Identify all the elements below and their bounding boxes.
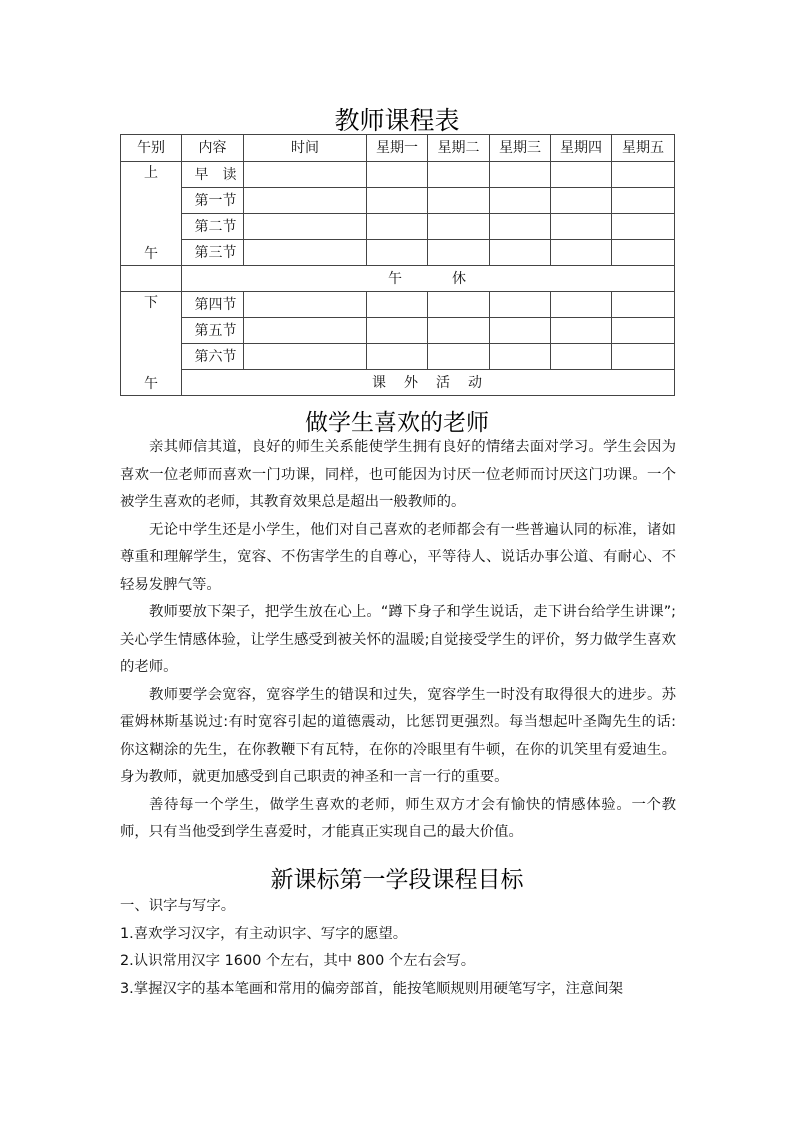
- afternoon-label-bottom: 午: [144, 376, 158, 392]
- section-label: 第三节: [182, 240, 244, 266]
- schedule-cell[interactable]: [244, 162, 367, 188]
- schedule-title: 教师课程表: [334, 106, 460, 135]
- article-paragraph: 亲其师信其道，良好的师生关系能使学生拥有良好的情绪去面对学习。学生会因为喜欢一位老师而喜欢一门功课，同样，也可能因为讨厌一位老师而讨厌这门功课。一个被学生喜欢的老师，其教育效果总是超出一般教师的。: [120, 439, 676, 510]
- schedule-cell[interactable]: [612, 214, 675, 240]
- morning-label: [121, 162, 182, 266]
- table-row: [121, 240, 675, 266]
- header-monday: 星期一: [367, 135, 428, 162]
- schedule-cell[interactable]: [490, 344, 551, 370]
- schedule-cell[interactable]: [244, 344, 367, 370]
- schedule-cell[interactable]: [551, 188, 612, 214]
- schedule-cell[interactable]: [428, 344, 490, 370]
- table-row: [121, 318, 675, 344]
- schedule-cell[interactable]: [612, 318, 675, 344]
- schedule-cell[interactable]: [490, 214, 551, 240]
- schedule-cell[interactable]: [428, 214, 490, 240]
- table-row: [121, 292, 675, 318]
- schedule-cell[interactable]: [612, 240, 675, 266]
- article-paragraph: 善待每一个学生，做学生喜欢的老师，师生双方才会有愉快的情感体验。一个教师，只有当他受到学生喜爱时，才能真正实现自己的最大价值。: [120, 796, 676, 840]
- section-label: 第四节: [182, 292, 244, 318]
- article-paragraph: 教师要放下架子，把学生放在心上。“蹲下身子和学生说话，走下讲台给学生讲课”;关心学生情感体验，让学生感受到被关怀的温暖;自觉接受学生的评价，努力做学生喜欢的老师。: [120, 604, 676, 675]
- goal-line: 1.喜欢学习汉字，有主动识字、写字的愿望。: [120, 925, 408, 942]
- goal-line: 3.掌握汉字的基本笔画和常用的偏旁部首，能按笔顺规则用硬笔写字，注意间架: [120, 980, 624, 997]
- header-content: 内容: [182, 135, 244, 162]
- section-label: 早 读: [182, 162, 244, 188]
- morning-label-top: 上: [144, 165, 158, 181]
- header-friday: 星期五: [612, 135, 675, 162]
- section-label: 第六节: [182, 344, 244, 370]
- goals-list: [120, 893, 676, 1003]
- schedule-cell[interactable]: [612, 188, 675, 214]
- afternoon-label-top: 下: [144, 295, 158, 311]
- table-row: [121, 214, 675, 240]
- schedule-cell[interactable]: [367, 240, 428, 266]
- schedule-cell[interactable]: [428, 240, 490, 266]
- header-time: 时间: [244, 135, 367, 162]
- schedule-cell[interactable]: [490, 240, 551, 266]
- section-label: 第一节: [182, 188, 244, 214]
- schedule-cell[interactable]: [244, 292, 367, 318]
- schedule-cell[interactable]: [612, 344, 675, 370]
- section-label: 第二节: [182, 214, 244, 240]
- afternoon-label: [121, 292, 182, 396]
- schedule-cell[interactable]: [244, 188, 367, 214]
- table-row: [121, 370, 675, 396]
- schedule-cell[interactable]: [551, 240, 612, 266]
- schedule-cell[interactable]: [428, 318, 490, 344]
- section-label: 第五节: [182, 318, 244, 344]
- table-row: [121, 162, 675, 188]
- morning-label-bottom: 午: [144, 246, 158, 262]
- schedule-cell[interactable]: [244, 214, 367, 240]
- schedule-cell[interactable]: [490, 188, 551, 214]
- schedule-cell[interactable]: [490, 318, 551, 344]
- table-row: [121, 188, 675, 214]
- schedule-cell[interactable]: [612, 292, 675, 318]
- header-wednesday: 星期三: [490, 135, 551, 162]
- schedule-cell[interactable]: [367, 318, 428, 344]
- goal-line: 一、识字与写字。: [120, 898, 236, 914]
- goals-title: 新课标第一学段课程目标: [270, 867, 524, 893]
- article-body: [120, 434, 676, 847]
- schedule-cell[interactable]: [551, 162, 612, 188]
- article-paragraph: 无论中学生还是小学生，他们对自己喜欢的老师都会有一些普遍认同的标准，诸如尊重和理解学生，宽容、不伤害学生的自尊心，平等待人、说话办事公道、有耐心、不轻易发脾气等。: [120, 521, 676, 593]
- schedule-cell[interactable]: [367, 188, 428, 214]
- article-paragraph: 教师要学会宽容，宽容学生的错误和过失，宽容学生一时没有取得很大的进步。苏霍姆林斯基说过:有时宽容引起的道德震动，比惩罚更强烈。每当想起叶圣陶先生的话:你这糊涂的先生，在你教鞭下有瓦特，在你的冷眼里有牛顿，在你的讥笑里有爱迪生。身为教师，就更加感受到自己职责的神圣和一言一行的重要。: [120, 686, 676, 785]
- schedule-cell[interactable]: [428, 188, 490, 214]
- schedule-cell[interactable]: [367, 292, 428, 318]
- schedule-cell[interactable]: [490, 292, 551, 318]
- schedule-table: [120, 134, 675, 396]
- table-row: [121, 266, 675, 292]
- schedule-cell[interactable]: [367, 214, 428, 240]
- table-header-row: [121, 135, 675, 162]
- schedule-cell[interactable]: [244, 240, 367, 266]
- schedule-cell[interactable]: [612, 162, 675, 188]
- schedule-cell[interactable]: [367, 162, 428, 188]
- article-title: 做学生喜欢的老师: [305, 410, 489, 436]
- activity-label: 课 外 活 动: [182, 370, 675, 396]
- header-tuesday: 星期二: [428, 135, 490, 162]
- schedule-cell[interactable]: [244, 318, 367, 344]
- goal-line: 2.认识常用汉字 1600 个左右，其中 800 个左右会写。: [120, 953, 476, 969]
- header-thursday: 星期四: [551, 135, 612, 162]
- blank-cell: [121, 266, 182, 292]
- schedule-cell[interactable]: [551, 318, 612, 344]
- noon-break-label: 午 休: [182, 266, 675, 292]
- schedule-cell[interactable]: [367, 344, 428, 370]
- schedule-cell[interactable]: [551, 344, 612, 370]
- schedule-cell[interactable]: [428, 162, 490, 188]
- table-row: [121, 344, 675, 370]
- schedule-cell[interactable]: [551, 292, 612, 318]
- schedule-cell[interactable]: [428, 292, 490, 318]
- schedule-cell[interactable]: [490, 162, 551, 188]
- schedule-cell[interactable]: [551, 214, 612, 240]
- header-period: 午别: [121, 135, 182, 162]
